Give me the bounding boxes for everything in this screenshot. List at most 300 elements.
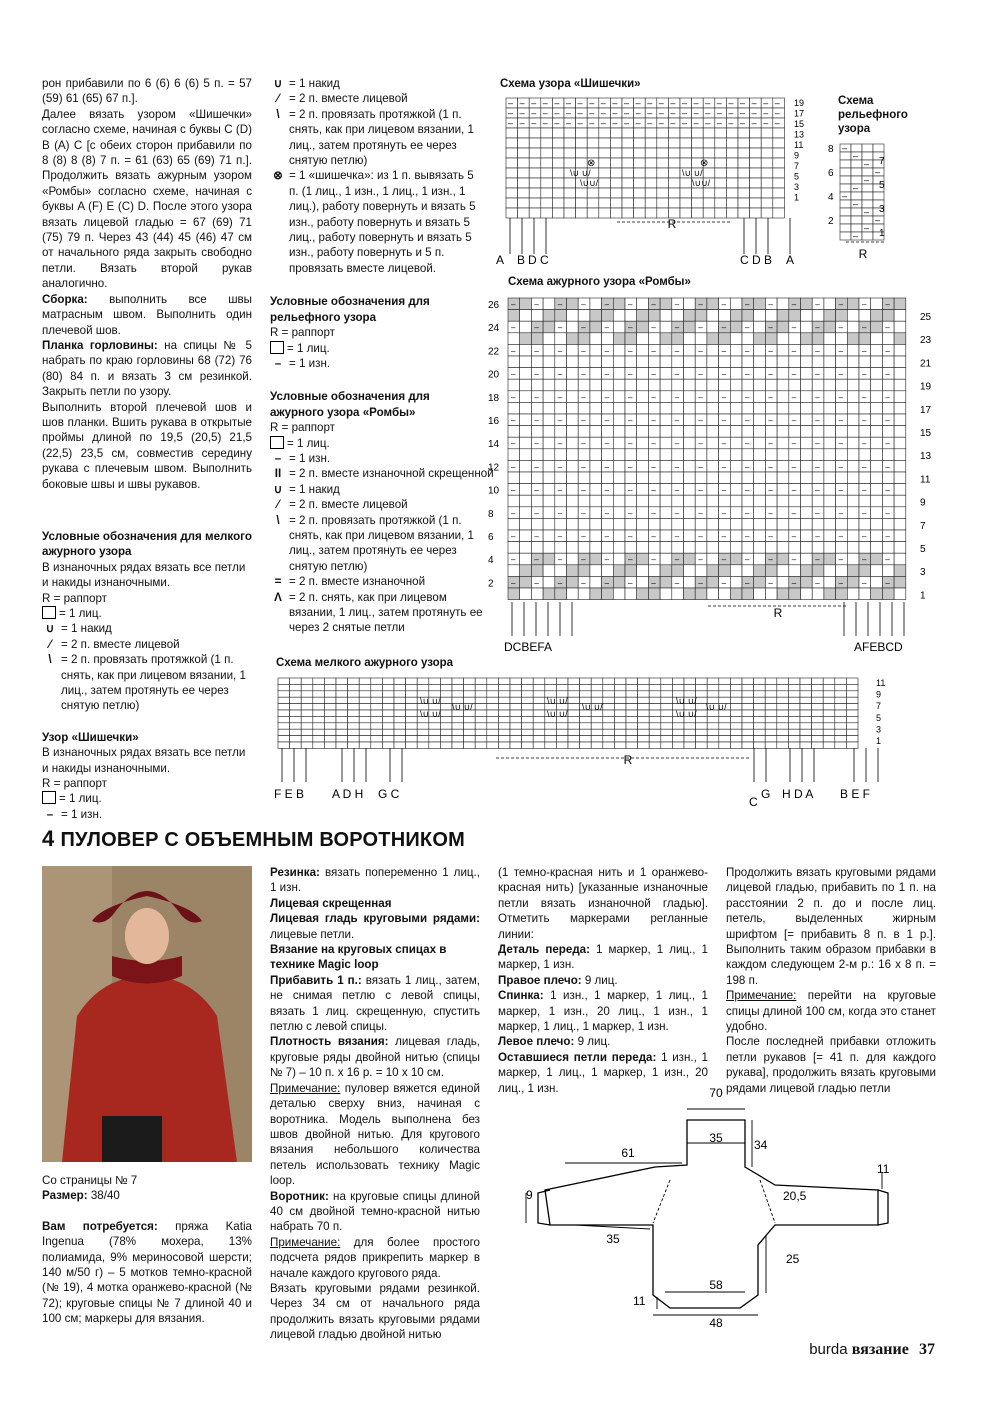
svg-text:–: – xyxy=(647,108,653,118)
svg-text:–: – xyxy=(531,108,537,118)
svg-text:–: – xyxy=(745,555,750,565)
materials-column xyxy=(42,1173,252,1327)
svg-text:–: – xyxy=(604,462,610,472)
svg-text:–: – xyxy=(628,485,633,495)
svg-text:⊗: ⊗ xyxy=(700,158,709,169)
svg-text:–: – xyxy=(791,416,797,425)
svg-text:–: – xyxy=(815,532,820,541)
p2tog-icon: = xyxy=(274,575,282,589)
svg-text:–: – xyxy=(838,508,844,518)
svg-text:–: – xyxy=(542,108,548,118)
svg-text:–: – xyxy=(774,98,780,108)
svg-text:6: 6 xyxy=(488,532,494,543)
svg-text:\∪ ∪/: \∪ ∪/ xyxy=(682,168,703,178)
legend-item: Λ = 2 п. снять, как при лицевом вязании, 1 лиц., затем протянуть ее через 2 снятые петли xyxy=(270,590,486,636)
svg-text:1: 1 xyxy=(876,736,882,746)
svg-text:–: – xyxy=(768,508,773,518)
svg-text:–: – xyxy=(864,159,870,169)
legend-note: В изнаночных рядах вязать все петли и накиды изнаночными. xyxy=(42,560,246,590)
svg-text:11: 11 xyxy=(877,1162,890,1176)
svg-text:–: – xyxy=(600,118,606,128)
svg-text:–: – xyxy=(674,323,680,333)
svg-text:–: – xyxy=(682,108,688,118)
svg-text:\∪ ∪/: \∪ ∪/ xyxy=(420,696,441,706)
svg-text:–: – xyxy=(698,416,703,425)
svg-text:–: – xyxy=(698,439,703,449)
svg-text:35: 35 xyxy=(709,1131,723,1145)
svg-text:–: – xyxy=(589,118,595,128)
svg-text:–: – xyxy=(885,439,890,449)
svg-text:–: – xyxy=(566,98,572,108)
svg-text:–: – xyxy=(862,346,867,356)
svg-text:15: 15 xyxy=(920,428,932,439)
k2tog-icon: ⁄ xyxy=(277,92,279,106)
svg-text:–: – xyxy=(674,300,680,309)
svg-text:–: – xyxy=(716,98,722,108)
svg-text:5: 5 xyxy=(920,544,926,555)
svg-text:–: – xyxy=(554,118,560,128)
svg-text:–: – xyxy=(853,151,859,161)
svg-text:–: – xyxy=(698,485,703,495)
svg-text:21: 21 xyxy=(920,358,932,370)
svg-text:–: – xyxy=(728,108,734,118)
legend-item: – = 1 изн. xyxy=(42,807,252,822)
svg-text:–: – xyxy=(864,207,870,217)
svg-text:61: 61 xyxy=(621,1146,635,1160)
svg-text:–: – xyxy=(885,532,890,541)
legend-item: \ = 2 п. провязать протяжкой (1 п. снять, как при лицевом вязании, 1 лиц., затем протянуть ее через снятую петлю) xyxy=(270,513,486,575)
svg-text:–: – xyxy=(768,392,773,402)
svg-text:11: 11 xyxy=(876,678,886,688)
svg-text:–: – xyxy=(705,108,711,118)
svg-text:–: – xyxy=(511,508,516,518)
svg-text:7: 7 xyxy=(879,156,885,167)
svg-text:\∪∪/: \∪∪/ xyxy=(692,178,711,188)
svg-text:–: – xyxy=(864,175,870,185)
svg-text:–: – xyxy=(674,346,680,356)
svg-text:4: 4 xyxy=(828,192,834,203)
svg-text:7: 7 xyxy=(876,701,882,712)
svg-text:–: – xyxy=(534,416,539,425)
legend-item: ⁄ = 2 п. вместе лицевой xyxy=(42,637,252,652)
svg-text:–: – xyxy=(853,231,859,241)
svg-text:–: – xyxy=(815,392,820,402)
svg-text:–: – xyxy=(534,392,539,402)
bobble-icon: ⊗ xyxy=(273,169,283,183)
svg-text:–: – xyxy=(674,462,680,472)
svg-text:–: – xyxy=(721,555,727,565)
svg-text:–: – xyxy=(628,439,633,449)
svg-text:–: – xyxy=(862,578,867,588)
svg-text:–: – xyxy=(624,98,630,108)
svg-text:8: 8 xyxy=(828,144,834,155)
svg-text:–: – xyxy=(740,118,746,128)
yarn-over-icon: ∪ xyxy=(273,482,283,496)
svg-text:17: 17 xyxy=(920,404,932,416)
purl-dash-icon: – xyxy=(46,807,54,821)
legend-note: В изнаночных рядах вязать все петли и накиды изнаночными. xyxy=(42,746,246,775)
svg-text:–: – xyxy=(628,532,633,541)
svg-text:–: – xyxy=(581,392,586,402)
svg-text:–: – xyxy=(716,118,722,128)
svg-text:–: – xyxy=(651,323,656,333)
svg-text:25: 25 xyxy=(786,1252,800,1266)
legend-item: = 1 лиц. xyxy=(42,791,252,806)
svg-text:–: – xyxy=(557,369,563,379)
svg-text:–: – xyxy=(791,555,797,565)
svg-text:–: – xyxy=(763,108,769,118)
svg-text:–: – xyxy=(628,323,633,333)
svg-text:–: – xyxy=(745,532,750,541)
svg-text:–: – xyxy=(698,462,703,472)
svg-text:–: – xyxy=(791,462,797,472)
svg-text:–: – xyxy=(838,392,844,402)
svg-text:–: – xyxy=(838,578,844,588)
svg-text:11: 11 xyxy=(794,140,804,150)
svg-text:\∪ ∪/: \∪ ∪/ xyxy=(547,696,568,706)
svg-text:2: 2 xyxy=(488,578,494,590)
instructions-column-b: Резинка: вязать попеременно 1 лиц., 1 изн. Лицевая скрещенная Лицевая гладь круговыми рядами: лицевые петли. Вязание на круговых спицах в технике Magic loop Прибавить 1 п.: вязать 1 лиц., затем, не снимая петлю с левой спицы, вязать 1 лиц. скрещенную, спустить петлю с левой спицы. Плотность вязания: лицевая гладь, круговые ряды двойной нитью (спицы № 7) – 10 п. х 16 р. = 10 х 10 см. Примечание: пуловер вяжется единой деталью сверху вниз, начиная с воротника. Модель выполнена без швов двойной нитью. Для кругового вязания небольшого количества петель использовать технику Magic loop. Воротник: на круговые спицы длиной 40 см двойной темно-красной нитью набрать 70 п. Примечание: для более простого подсчета рядов прикрепить маркер в начале каждого кругового ряда. Вязать круговыми рядами резинкой. Через 34 см от начального ряда продолжить вязать круговыми рядами лицевой гладью двойной нитью xyxy=(270,866,481,1342)
svg-text:–: – xyxy=(604,439,610,449)
svg-text:–: – xyxy=(768,439,773,449)
page-number: 37 xyxy=(919,1341,935,1358)
svg-text:9: 9 xyxy=(920,497,926,509)
col-letters: C xyxy=(749,795,758,809)
svg-text:–: – xyxy=(674,416,680,425)
svg-text:–: – xyxy=(670,108,676,118)
svg-text:–: – xyxy=(635,108,641,118)
col-letters: G C xyxy=(378,787,400,801)
svg-text:–: – xyxy=(554,108,560,118)
svg-text:–: – xyxy=(581,439,586,449)
svg-text:–: – xyxy=(581,300,586,309)
repeat-label: R xyxy=(623,753,633,767)
svg-text:–: – xyxy=(534,300,539,309)
svg-text:–: – xyxy=(791,369,797,379)
svg-text:–: – xyxy=(557,578,563,588)
svg-text:22: 22 xyxy=(488,346,500,358)
svg-text:–: – xyxy=(566,118,572,128)
svg-text:–: – xyxy=(721,392,727,402)
svg-text:2: 2 xyxy=(828,216,834,227)
yarn-over-icon: ∪ xyxy=(45,622,55,636)
svg-text:13: 13 xyxy=(920,451,932,463)
svg-text:\∪ ∪/: \∪ ∪/ xyxy=(676,696,697,706)
svg-text:–: – xyxy=(651,485,656,495)
legend-item: R = раппорт xyxy=(270,421,335,435)
svg-text:–: – xyxy=(745,462,750,472)
svg-text:–: – xyxy=(745,300,750,309)
svg-text:11: 11 xyxy=(920,474,931,486)
paragraph: рон прибавили по 6 (6) 6 (6) 5 п. = 57 (59) 61 (65) 67 п.]. xyxy=(42,77,252,106)
svg-text:–: – xyxy=(791,508,797,518)
svg-text:–: – xyxy=(745,416,750,425)
svg-text:–: – xyxy=(531,98,537,108)
col-letters-right: AFEBCD xyxy=(854,640,903,654)
svg-text:35: 35 xyxy=(606,1232,620,1246)
svg-text:58: 58 xyxy=(709,1278,723,1292)
svg-text:–: – xyxy=(581,508,586,518)
svg-text:–: – xyxy=(740,108,746,118)
svg-text:14: 14 xyxy=(488,439,500,451)
svg-text:–: – xyxy=(651,462,656,472)
svg-text:–: – xyxy=(774,108,780,118)
svg-text:–: – xyxy=(864,223,870,233)
svg-text:–: – xyxy=(791,323,797,333)
svg-text:–: – xyxy=(698,532,703,541)
svg-text:3: 3 xyxy=(794,182,800,192)
svg-text:–: – xyxy=(581,369,586,379)
svg-text:\∪ ∪/: \∪ ∪/ xyxy=(420,709,441,719)
purl-dash-icon: – xyxy=(274,356,282,370)
model-photo xyxy=(42,866,252,1162)
svg-text:–: – xyxy=(745,392,750,402)
svg-text:–: – xyxy=(647,118,653,128)
svg-text:–: – xyxy=(604,323,610,333)
bobble-chart-title: Схема узора «Шишечки» xyxy=(500,78,641,90)
small-chart-title: Схема мелкого ажурного узора xyxy=(276,657,454,669)
ssk-icon: \ xyxy=(48,653,52,667)
svg-text:24: 24 xyxy=(488,323,500,335)
svg-text:–: – xyxy=(815,578,820,588)
svg-text:–: – xyxy=(566,108,572,118)
svg-text:–: – xyxy=(508,98,514,108)
legend-item: II = 2 п. вместе изнаночной скрещенной xyxy=(270,466,486,481)
ssk-icon: \ xyxy=(276,107,280,121)
svg-text:–: – xyxy=(721,369,727,379)
svg-text:–: – xyxy=(853,199,859,209)
svg-text:–: – xyxy=(612,108,618,118)
svg-text:–: – xyxy=(751,108,757,118)
svg-text:–: – xyxy=(511,323,516,333)
legend-item: ∪ = 1 накид xyxy=(270,482,486,497)
svg-text:–: – xyxy=(815,485,820,495)
diamond-chart xyxy=(486,296,930,656)
svg-text:9: 9 xyxy=(876,689,882,700)
svg-text:–: – xyxy=(557,485,563,495)
diamond-chart-title: Схема ажурного узора «Ромбы» xyxy=(508,276,691,288)
relief-chart-title: Схема рельефного узора xyxy=(838,95,908,135)
svg-text:–: – xyxy=(542,118,548,128)
svg-text:–: – xyxy=(693,118,699,128)
svg-text:–: – xyxy=(745,369,750,379)
svg-text:–: – xyxy=(511,485,516,495)
section-title: 4 ПУЛОВЕР С ОБЪЕМНЫМ ВОРОТНИКОМ xyxy=(42,826,465,851)
svg-text:–: – xyxy=(628,578,633,588)
svg-text:–: – xyxy=(768,300,773,309)
svg-text:–: – xyxy=(745,439,750,449)
svg-text:–: – xyxy=(838,485,844,495)
knit-box-icon xyxy=(270,436,284,449)
legend-heading: Условные обозначения для мелкого ажурного узора xyxy=(42,529,252,559)
svg-text:–: – xyxy=(581,416,586,425)
col-letter: B xyxy=(764,253,773,267)
svg-text:–: – xyxy=(885,300,890,309)
col-letter: C xyxy=(740,253,749,267)
svg-text:\∪ ∪/: \∪ ∪/ xyxy=(676,709,697,719)
legend-heading: Условные обозначения для рельефного узора xyxy=(270,295,430,324)
svg-text:–: – xyxy=(721,578,727,588)
svg-text:–: – xyxy=(628,416,633,425)
col-letter: A xyxy=(786,253,795,267)
legend-item: – = 1 изн. xyxy=(270,451,486,466)
svg-text:–: – xyxy=(698,508,703,518)
svg-text:3: 3 xyxy=(876,724,882,735)
svg-text:–: – xyxy=(721,300,727,309)
col-letter: B xyxy=(517,253,526,267)
svg-text:–: – xyxy=(885,392,890,402)
svg-text:–: – xyxy=(842,143,848,153)
svg-text:–: – xyxy=(791,300,797,309)
svg-text:70: 70 xyxy=(709,1086,723,1100)
svg-text:–: – xyxy=(791,532,797,541)
svg-text:15: 15 xyxy=(794,119,805,129)
svg-text:–: – xyxy=(612,98,618,108)
svg-text:–: – xyxy=(705,118,711,128)
svg-text:–: – xyxy=(534,508,539,518)
svg-text:–: – xyxy=(651,508,656,518)
legend-item: R = раппорт xyxy=(270,326,335,340)
svg-text:–: – xyxy=(557,555,563,565)
svg-text:–: – xyxy=(581,346,586,356)
svg-text:–: – xyxy=(815,462,820,472)
svg-text:–: – xyxy=(885,346,890,356)
svg-text:–: – xyxy=(557,532,563,541)
svg-text:19: 19 xyxy=(794,98,805,108)
svg-text:–: – xyxy=(862,532,867,541)
svg-text:–: – xyxy=(791,346,797,356)
svg-text:–: – xyxy=(557,323,563,333)
legend-item: ∪ = 1 накид xyxy=(42,621,252,636)
svg-text:–: – xyxy=(557,508,563,518)
svg-text:–: – xyxy=(862,416,867,425)
svg-text:–: – xyxy=(698,555,703,565)
svg-text:–: – xyxy=(838,346,844,356)
svg-text:8: 8 xyxy=(488,508,494,520)
svg-text:–: – xyxy=(581,555,586,565)
svg-text:–: – xyxy=(624,108,630,118)
svg-text:–: – xyxy=(604,508,610,518)
svg-text:–: – xyxy=(815,300,820,309)
svg-text:–: – xyxy=(647,98,653,108)
size: Размер: 38/40 xyxy=(42,1189,120,1203)
svg-text:–: – xyxy=(885,578,890,588)
svg-text:–: – xyxy=(815,555,820,565)
text-column-1 xyxy=(42,76,252,822)
svg-text:–: – xyxy=(658,118,664,128)
svg-text:–: – xyxy=(651,439,656,449)
svg-text:–: – xyxy=(600,108,606,118)
legend-item: = 1 лиц. xyxy=(270,436,486,451)
svg-text:–: – xyxy=(600,98,606,108)
svg-text:–: – xyxy=(581,578,586,588)
svg-text:–: – xyxy=(721,416,727,425)
paragraph: Далее вязать узором «Шишечки» согласно схеме, начиная с буквы C (D) B (A) C [с обеих сторон прибавили по 8 (8) 8 (8) 7 п. = 61 (63) 65 (69) 71 п.]. Продолжить вязать ажурным узором «Ромбы» согласно схеме, начиная с буквы A (F) E (C) D. После этого узора вязать лицевой гладью = 67 (69) 71 (75) 79 п. Через 43 (44) 45 (46) 47 см от начального ряда закрыть свободно петли. Вязать второй рукав аналогично. xyxy=(42,107,252,291)
svg-text:–: – xyxy=(716,108,722,118)
svg-text:–: – xyxy=(815,323,820,333)
svg-text:–: – xyxy=(774,118,780,128)
svg-text:–: – xyxy=(511,439,516,449)
svg-text:–: – xyxy=(698,578,703,588)
svg-text:25: 25 xyxy=(920,312,932,323)
svg-text:–: – xyxy=(698,300,703,309)
p2tog-tbl-icon: II xyxy=(274,467,282,481)
svg-text:–: – xyxy=(674,508,680,518)
svg-text:–: – xyxy=(557,462,563,472)
svg-text:\∪ ∪/: \∪ ∪/ xyxy=(452,702,473,712)
small-lace-chart xyxy=(272,674,892,814)
legend-item: = 1 лиц. xyxy=(42,606,252,621)
svg-text:–: – xyxy=(768,578,773,588)
svg-text:20: 20 xyxy=(488,369,500,381)
svg-text:–: – xyxy=(721,485,727,495)
svg-text:–: – xyxy=(728,118,734,128)
svg-text:–: – xyxy=(674,578,680,588)
svg-text:–: – xyxy=(658,98,664,108)
instructions-column-d: Продолжить вязать круговыми рядами лицевой гладью, прибавить по 1 п. на расстоянии 2 п. до и после лиц. петель, выделенных жирным шрифтом [= прибавить 8 п. в 1 р.]. Выполнить таким образом прибавки в каждом следующем 2-м р.: 16 х 8 п. = 198 п. Примечание: перейти на круговые спицы длиной 100 см, когда это станет удобно. После последней прибавки отложить петли рукавов [= 41 п. для каждого рукава], продолжить вязать круговыми рядами лицевой гладью петли xyxy=(726,866,936,1095)
svg-text:–: – xyxy=(838,300,844,309)
svg-text:–: – xyxy=(815,369,820,379)
svg-text:–: – xyxy=(768,323,773,333)
svg-text:–: – xyxy=(838,416,844,425)
svg-text:–: – xyxy=(682,118,688,128)
svg-text:–: – xyxy=(674,485,680,495)
svg-text:–: – xyxy=(745,323,750,333)
svg-text:–: – xyxy=(721,508,727,518)
svg-text:18: 18 xyxy=(488,392,500,404)
svg-text:23: 23 xyxy=(920,335,932,347)
svg-text:–: – xyxy=(628,300,633,309)
svg-text:–: – xyxy=(604,300,610,309)
column-letters xyxy=(496,253,794,267)
svg-text:3: 3 xyxy=(879,204,885,215)
svg-text:–: – xyxy=(721,439,727,449)
svg-text:–: – xyxy=(791,578,797,588)
svg-text:–: – xyxy=(554,98,560,108)
svg-text:–: – xyxy=(589,108,595,118)
instructions-column-c: (1 темно-красная нить и 1 оранжево-красная нить) [указанные изнаночные петли вязать изнаночной гладью]. Отметить маркерами регланные линии: Деталь переда: 1 маркер, 1 лиц., 1 маркер, 1 изн. Правое плечо: 9 лиц. Спинка: 1 изн., 1 маркер, 1 лиц., 1 маркер, 1 изн., 20 лиц., 1 изн., 1 маркер, 1 лиц., 1 маркер, 1 изн. Левое плечо: 9 лиц. Оставшиеся петли переда: 1 изн., 1 маркер, 1 лиц., 1 маркер, 1 изн., 20 лиц., 1 изн. xyxy=(498,866,708,1095)
knit-box-icon xyxy=(42,606,56,619)
svg-text:–: – xyxy=(745,485,750,495)
svg-text:–: – xyxy=(721,532,727,541)
svg-text:–: – xyxy=(674,532,680,541)
svg-text:9: 9 xyxy=(526,1188,533,1202)
svg-text:–: – xyxy=(815,508,820,518)
svg-text:–: – xyxy=(674,555,680,565)
legend-heading: Узор «Шишечки» xyxy=(42,730,139,744)
legend-item: \ = 2 п. провязать протяжкой (1 п. снять, как при лицевом вязании, 1 лиц., затем протянуть ее через снятую петлю) xyxy=(42,652,252,714)
svg-text:–: – xyxy=(838,439,844,449)
svg-text:–: – xyxy=(557,300,563,309)
svg-text:–: – xyxy=(838,369,844,379)
s2-k1-psso-icon: Λ xyxy=(274,590,282,604)
k2tog-icon: ⁄ xyxy=(277,498,279,512)
svg-text:–: – xyxy=(728,98,734,108)
svg-text:–: – xyxy=(745,578,750,588)
svg-text:1: 1 xyxy=(920,590,926,602)
svg-text:–: – xyxy=(670,118,676,128)
k2tog-icon: ⁄ xyxy=(49,637,51,651)
legend-item: ⁄ = 2 п. вместе лицевой xyxy=(270,497,486,512)
legend-item: ⊗ = 1 «шишечка»: из 1 п. вывязать 5 п. (1 лиц., 1 изн., 1 лиц., 1 изн., 1 лиц.), работу повернуть и вязать 5 изн., работу повернуть и вязать 5 лиц., работу повернуть и вязать 5 изн., работу повернуть и 5 п. провязать вместе лицевой. xyxy=(270,168,486,276)
svg-text:–: – xyxy=(531,118,537,128)
svg-text:–: – xyxy=(838,532,844,541)
svg-text:–: – xyxy=(651,555,656,565)
svg-text:–: – xyxy=(557,416,563,425)
legend-item: = 1 лиц. xyxy=(270,341,486,356)
svg-text:1: 1 xyxy=(879,228,885,239)
svg-text:–: – xyxy=(838,462,844,472)
